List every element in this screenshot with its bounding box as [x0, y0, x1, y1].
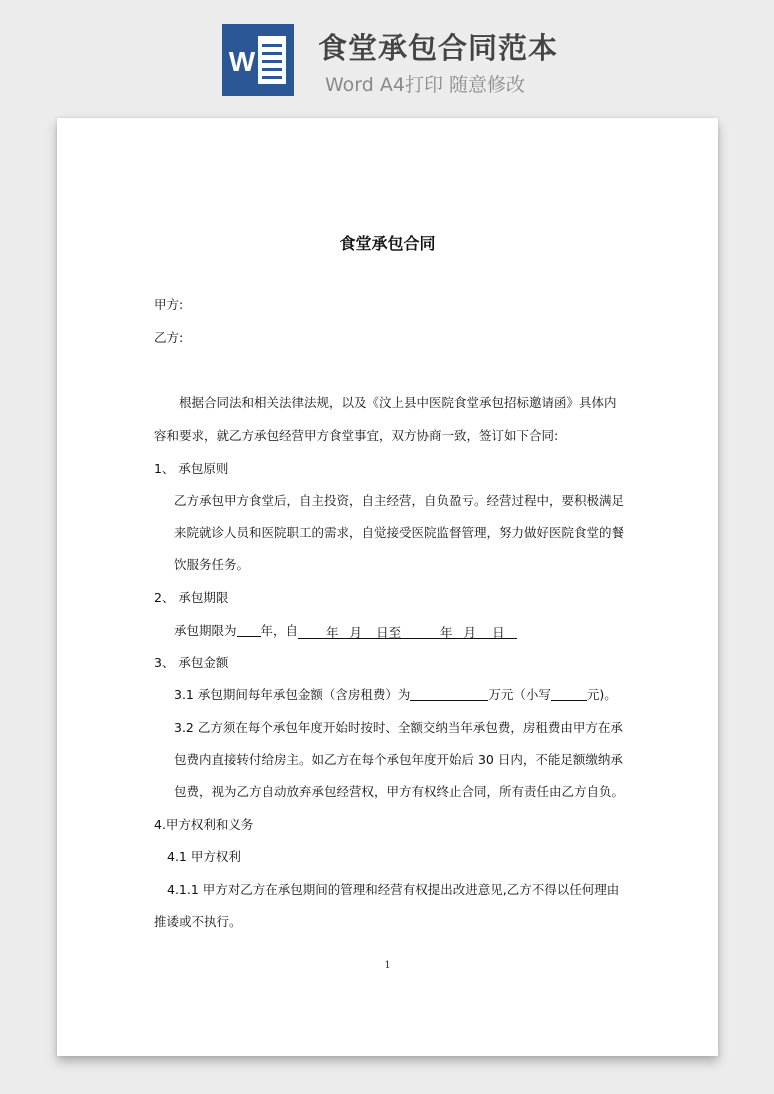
section-3-heading: 3、 承包金额	[154, 655, 229, 670]
document-page	[57, 118, 718, 1056]
section-1-line-1: 乙方承包甲方食堂后，自主投资，自主经营，自负盈亏。经营过程中，要积极满足	[174, 493, 625, 508]
word-icon-letter: W	[228, 46, 256, 77]
party-a-label: 甲方:	[154, 297, 184, 312]
intro-line-2: 容和要求，就乙方承包经营甲方食堂事宜，双方协商一致，签订如下合同:	[154, 428, 559, 443]
banner-header	[0, 0, 774, 118]
clause-3-2-line-2: 包费内直接转付给房主。如乙方在每个承包年度开始后 30 日内，不能足额缴纳承	[174, 752, 623, 767]
header-title: 食堂承包合同范本	[318, 31, 559, 65]
amount-prefix: 3.1 承包期间每年承包金额（含房租费）为	[174, 687, 411, 702]
section-1-line-3: 饮服务任务。	[174, 557, 250, 572]
term-year-from: 年，自	[260, 623, 299, 638]
clause-4-1-1-line-1: 4.1.1 甲方对乙方在承包期间的管理和经营有权提出改进意见,乙方不得以任何理由	[167, 882, 620, 897]
section-2-heading: 2、 承包期限	[154, 590, 229, 605]
end-date-blank: 年 月 日	[404, 624, 517, 639]
watermark	[80, 478, 102, 502]
word-document-icon	[222, 24, 294, 96]
blank-years	[237, 622, 261, 637]
amount-blank	[410, 686, 488, 701]
section-4-heading: 4.甲方权利和义务	[154, 817, 254, 832]
document-title: 食堂承包合同	[339, 234, 436, 253]
page-number: 1	[384, 960, 391, 971]
intro-line-1: 根据合同法和相关法律法规，以及《汶上县中医院食堂承包招标邀请函》具体内	[179, 395, 617, 410]
amount-suffix: 元)。	[586, 687, 617, 702]
term-line	[174, 622, 517, 640]
clause-3-2-line-1: 3.2 乙方须在每个承包年度开始时按时、全额交纳当年承包费，房租费由甲方在承	[174, 720, 623, 735]
section-1-line-2: 来院就诊人员和医院职工的需求，自觉接受医院监督管理，努力做好医院食堂的餐	[174, 525, 625, 540]
start-date-blank: 年 月 日至	[298, 624, 404, 639]
clause-3-2-line-3: 包费，视为乙方自动放弃承包经营权，甲方有权终止合同，所有责任由乙方自负。	[174, 784, 625, 799]
section-1-heading: 1、 承包原则	[154, 461, 229, 476]
amount-mid: 万元（小写	[488, 687, 551, 702]
amount-small-blank	[551, 686, 587, 701]
amount-line	[174, 686, 617, 704]
clause-4-1-1-line-2: 推诿或不执行。	[154, 914, 242, 929]
section-4-1-heading: 4.1 甲方权利	[167, 849, 241, 864]
party-b-label: 乙方:	[154, 330, 184, 345]
term-prefix: 承包期限为	[174, 623, 237, 638]
header-subtitle: Word A4打印 随意修改	[325, 74, 526, 96]
